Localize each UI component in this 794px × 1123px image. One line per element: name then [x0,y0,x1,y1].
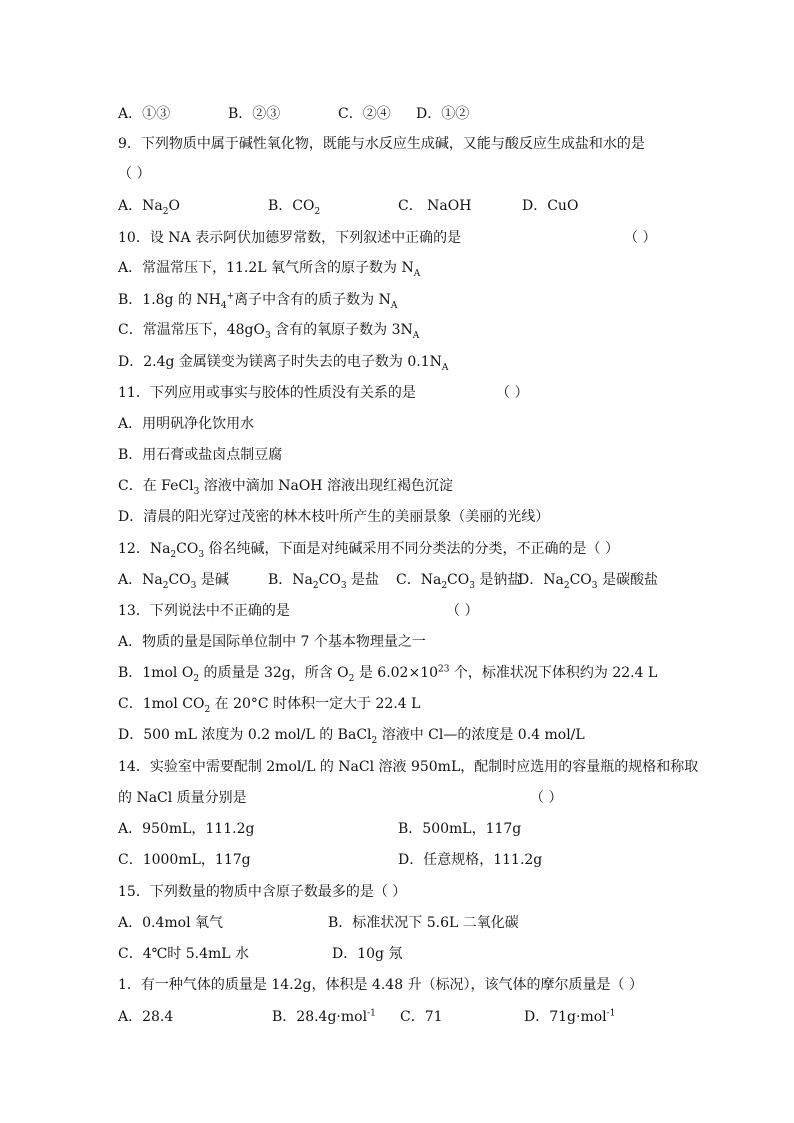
text-line: D．2.4g 金属镁变为镁离子时失去的电子数为 $0.1N_A$ [118,354,449,373]
text-line: 14．实验室中需要配制 2mol/L 的 NaCl 溶液 950mL，配制时应选用的容量瓶的规格和称取 [118,759,699,775]
text-line: A．常温常压下，11.2L 氧气所含的原子数为 $N_A$ [118,260,421,279]
text-line: D．500 mL 浓度为 0.2 mol/L 的 BaCl$_2$ 溶液中 Cl—的浓度是 0.4 mol/L [118,727,585,746]
answer-option: A．①③ [118,106,171,122]
answer-option: C．1000mL，117g [118,852,251,868]
answer-option: A．$Na_2O$ [118,198,180,217]
answer-option: D．任意规格，111.2g [398,852,543,868]
text-line [118,570,678,590]
answer-option: A．28.4 [118,1009,174,1025]
text-line: C．在 FeCl$_3$ 溶液中滴加 NaOH 溶液出现红褐色沉淀 [118,478,453,497]
answer-option: A．0.4mol 氧气 [118,915,224,931]
text-line: D．清晨的阳光穿过茂密的林木枝叶所产生的美丽景象（美丽的光线） [118,509,550,525]
answer-option: B．②③ [228,106,281,122]
answer-blank: （ ） [624,230,657,246]
text-line: 的 NaCl 质量分别是 （ ） [118,790,563,806]
text-line: B．1.8g 的 $NH_4^+$离子中含有的质子数为 $N_A$ [118,291,398,311]
answer-blank: （ ） [496,385,529,401]
text-line: A．物质的量是国际单位制中 7 个基本物理量之一 [118,634,426,650]
text-line [118,1007,678,1027]
text-line: （ ） [118,166,151,182]
answer-option: C．②④ [338,106,391,122]
answer-option: B．28.4g·mol$^{-1}$ [272,1008,376,1025]
text-line: 1．有一种气体的质量是 14.2g，体积是 4.48 升（标况），该气体的摩尔质量是（ ） [118,977,644,993]
answer-option: D．①② [416,106,470,122]
answer-option: D．CuO [522,198,579,214]
text-line: B．1mol $O_2$ 的质量是 32g，所含 $O_2$ 是 $6.02\times 10^{23}$ 个，标准状况下体积约为 22.4 L [118,664,658,684]
text-line: C．1mol $CO_2$ 在 20°C 时体积一定大于 22.4 L [118,696,421,715]
text-line [118,819,678,839]
text-line [118,913,678,933]
answer-option: D．$Na_2CO_3$ 是碳酸盐 [518,572,658,591]
text-line: 11．下列应用或事实与胶体的性质没有关系的是 （ ） [118,385,529,401]
text-line: 10．设 NA 表示阿伏加德罗常数，下列叙述中正确的是 （ ） [118,230,657,246]
answer-option: A．950mL，111.2g [118,821,255,837]
answer-option: B．$CO_2$ [268,198,321,217]
text-line: C．常温常压下，$48gO_3$ 含有的氧原子数为 $3N_A$ [118,322,420,341]
answer-option: C．71 [400,1009,443,1025]
answer-option: D．10g 氖 [332,946,403,962]
answer-option: B．$Na_2CO_3$ 是盐 [268,572,380,591]
text-line [118,944,678,964]
text-line: 9．下列物质中属于碱性氧化物，既能与水反应生成碱，又能与酸反应生成盐和水的是 [118,136,645,152]
text-line [118,104,678,124]
text-line: A．用明矾净化饮用水 [118,416,255,432]
text-line [118,850,678,870]
text-line: 15．下列数量的物质中含原子数最多的是（ ） [118,884,407,900]
answer-option: C．$Na_2CO_3$ 是钠盐 [396,572,522,591]
answer-option: C． NaOH [398,198,472,214]
answer-blank: （ ） [446,603,479,619]
answer-option: D．71g·mol$^{-1}$ [524,1008,616,1025]
answer-option: B．500mL，117g [398,821,522,837]
answer-option: B．标准状况下 5.6L 二氧化碳 [328,915,519,931]
text-line [118,196,678,216]
answer-option: C．4℃时 5.4mL 水 [118,946,250,962]
text-line: 12．$Na_2CO_3$ 俗名纯碱，下面是对纯碱采用不同分类法的分类，不正确的是（ ） [118,541,619,560]
text-line: 13．下列说法中不正确的是 （ ） [118,603,479,619]
text-line: B．用石膏或盐卤点制豆腐 [118,447,283,463]
answer-blank: （ ） [530,790,563,806]
answer-option: A．$Na_2CO_3$ 是碱 [118,572,229,591]
